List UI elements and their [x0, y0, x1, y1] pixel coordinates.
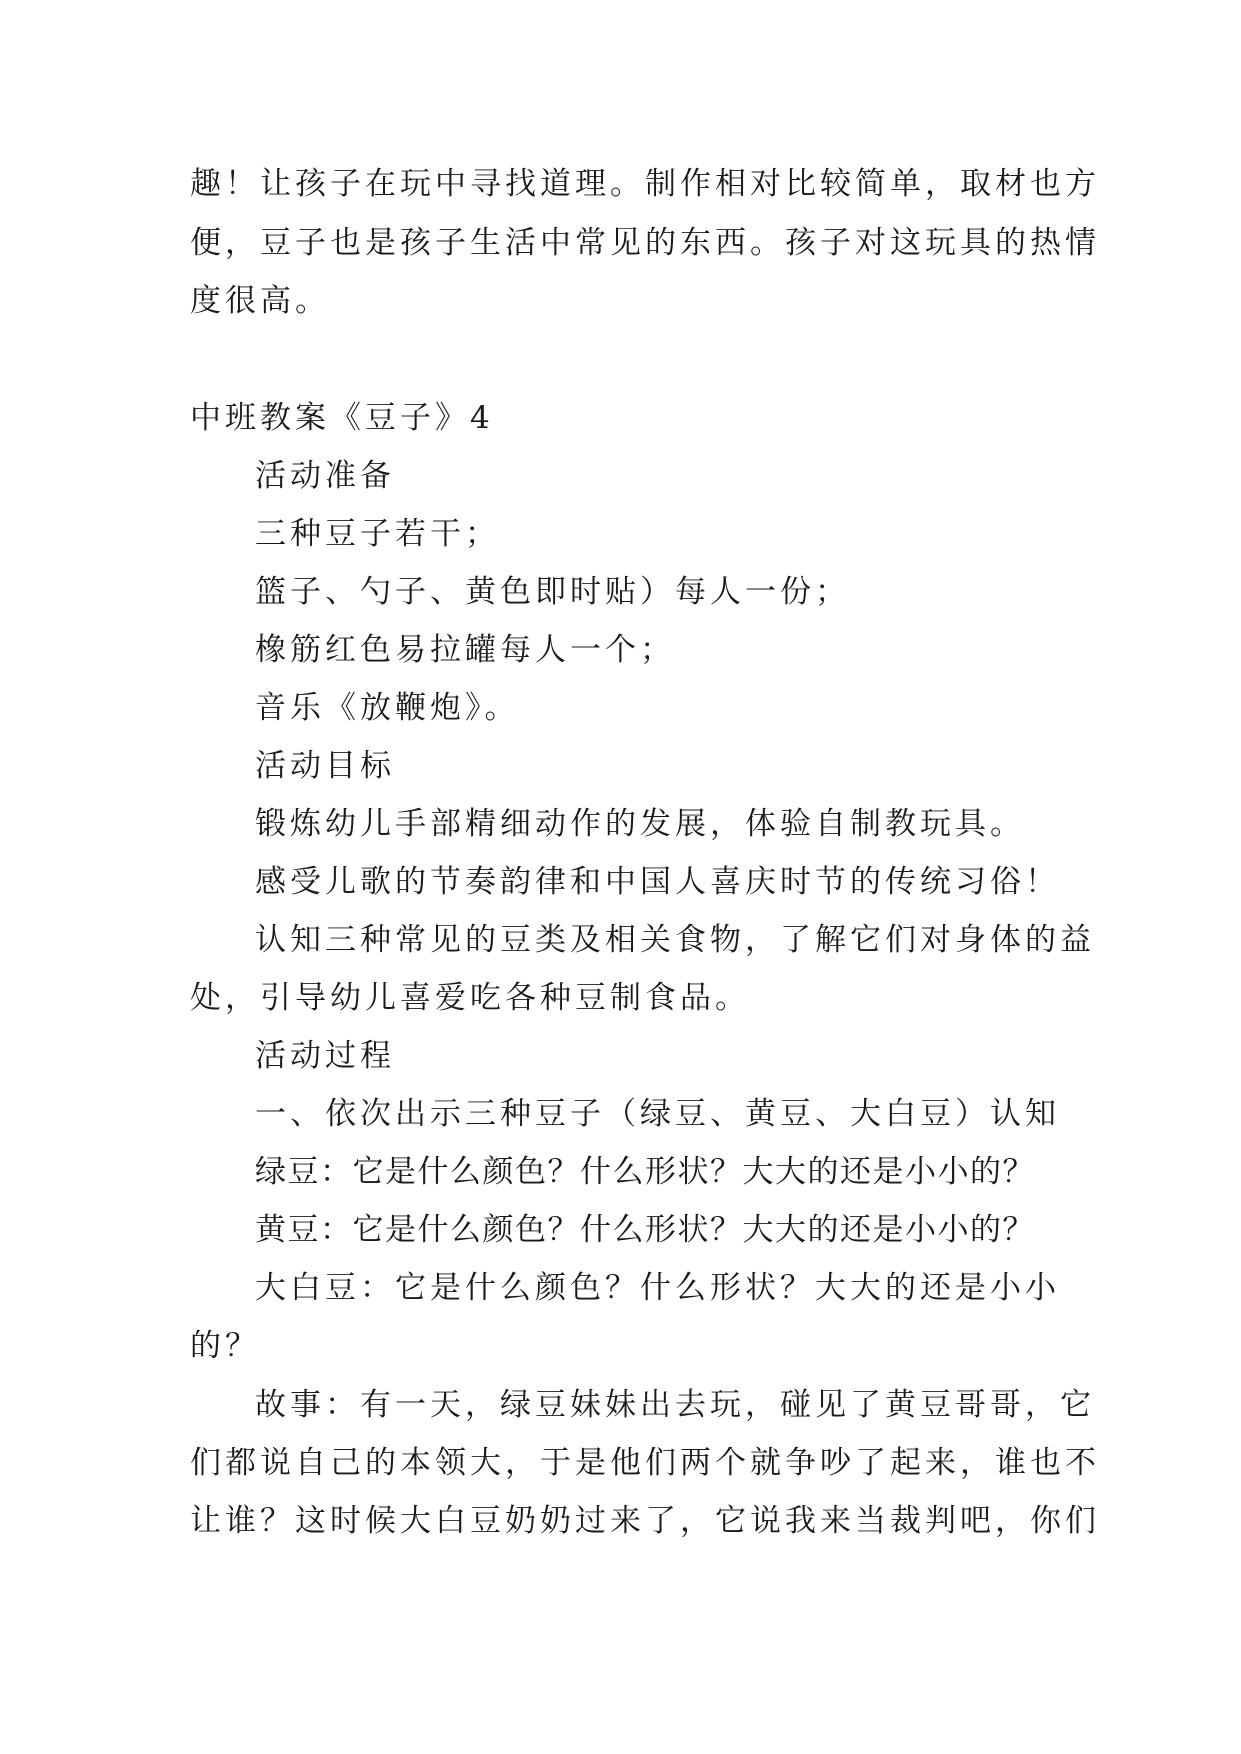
paragraph-line: 绿豆：它是什么颜色？什么形状？大大的还是小小的？ — [255, 1154, 1035, 1190]
paragraph-line: 认知三种常见的豆类及相关食物，了解它们对身体的益 — [255, 922, 1095, 958]
paragraph-line: 橡筋红色易拉罐每人一个； — [255, 632, 675, 668]
section-heading: 中班教案《豆子》4 — [190, 400, 494, 436]
paragraph-line: 度很高。 — [190, 283, 330, 319]
subheading: 活动目标 — [255, 748, 395, 784]
paragraph-line: 一、依次出示三种豆子（绿豆、黄豆、大白豆）认知 — [255, 1096, 1060, 1132]
paragraph-line: 音乐《放鞭炮》。 — [255, 690, 520, 726]
paragraph-line: 处，引导幼儿喜爱吃各种豆制食品。 — [190, 980, 750, 1016]
paragraph-line: 趣！让孩子在玩中寻找道理。制作相对比较简单，取材也方 — [190, 166, 1100, 202]
paragraph-line: 故事：有一天，绿豆妹妹出去玩，碰见了黄豆哥哥，它 — [255, 1387, 1095, 1423]
paragraph-line: 黄豆：它是什么颜色？什么形状？大大的还是小小的？ — [255, 1212, 1035, 1248]
paragraph-line: 感受儿歌的节奏韵律和中国人喜庆时节的传统习俗！ — [255, 864, 1060, 900]
paragraph-line: 篮子、勺子、黄色即时贴）每人一份； — [255, 574, 850, 610]
paragraph-line: 们都说自己的本领大，于是他们两个就争吵了起来，谁也不 — [190, 1445, 1100, 1481]
paragraph-line: 的？ — [190, 1328, 260, 1364]
paragraph-line: 三种豆子若干； — [255, 516, 500, 552]
paragraph-line: 让谁？这时候大白豆奶奶过来了，它说我来当裁判吧，你们 — [190, 1503, 1100, 1539]
subheading: 活动准备 — [255, 458, 395, 494]
subheading: 活动过程 — [255, 1038, 395, 1074]
paragraph-line: 锻炼幼儿手部精细动作的发展，体验自制教玩具。 — [255, 806, 1025, 842]
paragraph-line: 大白豆：它是什么颜色？什么形状？大大的还是小小 — [255, 1270, 1060, 1306]
paragraph-line: 便，豆子也是孩子生活中常见的东西。孩子对这玩具的热情 — [190, 225, 1100, 261]
